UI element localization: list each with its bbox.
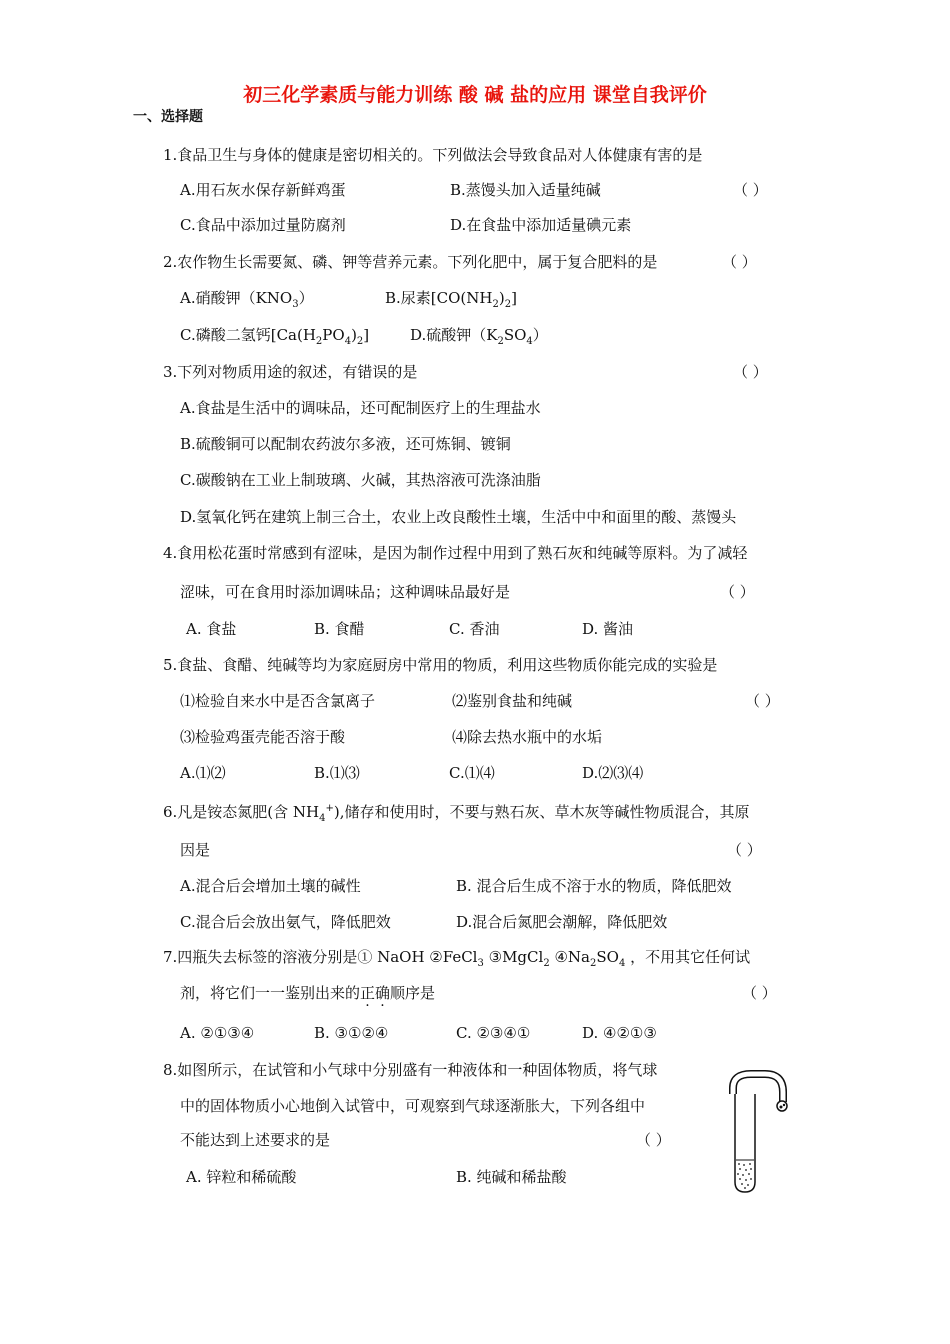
q5-item-1: ⑴检验自来水中是否含氯离子 <box>180 692 376 710</box>
q6-option-c: C.混合后会放出氨气，降低肥效 <box>180 913 391 931</box>
q7-option-b: B. ③①②④ <box>314 1024 389 1042</box>
q5-option-b: B.⑴⑶ <box>314 764 360 782</box>
section-heading: 一、选择题 <box>133 109 203 125</box>
q6-option-d: D.混合后氮肥会潮解，降低肥效 <box>456 913 668 931</box>
q5-option-c: C.⑴⑷ <box>449 764 495 782</box>
q6-stem-line1: 6.凡是铵态氮肥(含 $NH_4^+$),储存和使用时，不要与熟石灰、草木灰等碱性物质混合，其原 <box>163 803 750 824</box>
q3-answer-blank: （ ） <box>733 363 768 381</box>
q5-item-3: ⑶检验鸡蛋壳能否溶于酸 <box>180 728 346 746</box>
q4-option-b: B. 食醋 <box>314 620 365 638</box>
q3-option-c: C.碳酸钠在工业上制玻璃、火碱，其热溶液可洗涤油脂 <box>180 471 541 489</box>
liquid-dots <box>737 1163 752 1189</box>
q4-option-c: C. 香油 <box>449 620 500 638</box>
q2-option-a: A.硝酸钾$(KNO_3)$ <box>180 289 314 310</box>
q4-answer-blank: （ ） <box>720 583 755 601</box>
q7-stem-line1: 7.四瓶失去标签的溶液分别是① NaOH ②FeCl$_3$ ③MgCl$_2$ $④Na_2SO_4$ ，不用其它任何试 <box>163 948 751 969</box>
q8-option-a: A. 锌粒和稀硫酸 <box>186 1168 297 1186</box>
q4-stem-line2: 涩味，可在食用时添加调味品；这种调味品最好是 <box>180 583 511 601</box>
q5-item-2: ⑵鉴别食盐和纯碱 <box>452 692 573 710</box>
q1-option-c: C.食品中添加过量防腐剂 <box>180 216 346 234</box>
q7-option-c: C. ②③④① <box>456 1024 531 1042</box>
q3-option-b: B.硫酸铜可以配制农药波尔多液，还可炼铜、镀铜 <box>180 435 511 453</box>
q5-answer-blank: （ ） <box>745 692 780 710</box>
q4-option-a: A. 食盐 <box>186 620 237 638</box>
q8-stem-line3: 不能达到上述要求的是 <box>180 1131 331 1149</box>
q1-option-d: D.在食盐中添加适量碘元素 <box>450 216 632 234</box>
q5-option-a: A.⑴⑵ <box>180 764 226 782</box>
q7-option-a: A. ②①③④ <box>180 1024 255 1042</box>
q7-answer-blank: （ ） <box>742 984 777 1002</box>
q2-option-c: C.磷酸二氢钙$[Ca(H_2PO_4)_2]$ <box>180 326 370 347</box>
q6-stem-line2: 因是 <box>180 841 211 859</box>
q2-answer-blank: （ ） <box>722 253 757 271</box>
balloon-neck-inner <box>733 1074 783 1102</box>
q5-stem: 5.食盐、食醋、纯碱等均为家庭厨房中常用的物质，利用这些物质你能完成的实验是 <box>163 656 718 674</box>
q2-option-b: B.尿素$[CO(NH_2)_2]$ <box>385 289 517 310</box>
q4-option-d: D. 酱油 <box>582 620 634 638</box>
q5-option-d: D.⑵⑶⑷ <box>582 764 644 782</box>
q1-answer-blank: （ ） <box>733 181 768 199</box>
q7-stem-line2: 剂，将它们一一鉴别出来的正确顺序是 <box>180 984 436 1002</box>
q4-stem-line1: 4.食用松花蛋时常感到有涩味，是因为制作过程中用到了熟石灰和纯碱等原料。为了减轻 <box>163 544 748 562</box>
q8-stem-line1: 8.如图所示，在试管和小气球中分别盛有一种液体和一种固体物质，将气球 <box>163 1061 658 1079</box>
q8-answer-blank: （ ） <box>636 1131 671 1149</box>
q3-stem: 3.下列对物质用途的叙述，有错误的是 <box>163 363 418 381</box>
q8-option-b: B. 纯碱和稀盐酸 <box>456 1168 567 1186</box>
q5-item-4: ⑷除去热水瓶中的水垢 <box>452 728 603 746</box>
test-tube <box>735 1094 755 1192</box>
page-title: 初三化学素质与能力训练 酸 碱 盐的应用 课堂自我评价 <box>243 84 707 106</box>
q1-stem: 1.食品卫生与身体的健康是密切相关的。下列做法会导致食品对人体健康有害的是 <box>163 146 703 164</box>
q1-option-b: B.蒸馒头加入适量纯碱 <box>450 181 601 199</box>
q6-option-b: B. 混合后生成不溶于水的物质，降低肥效 <box>456 877 732 895</box>
q2-option-d: D.硫酸钾$(K_2SO_4)$ <box>410 326 548 347</box>
q3-option-a: A.食盐是生活中的调味品，还可配制医疗上的生理盐水 <box>180 399 541 417</box>
q3-option-d: D.氢氧化钙在建筑上制三合土，农业上改良酸性土壤，生活中中和面里的酸、蒸馒头 <box>180 508 737 526</box>
q1-option-a: A.用石灰水保存新鲜鸡蛋 <box>180 181 346 199</box>
q6-answer-blank: （ ） <box>727 841 762 859</box>
q7-option-d: D. ④②①③ <box>582 1024 657 1042</box>
q8-stem-line2: 中的固体物质小心地倒入试管中，可观察到气球逐渐胀大，下列各组中 <box>180 1097 646 1115</box>
q2-stem: 2.农作物生长需要氮、磷、钾等营养元素。下列化肥中，属于复合肥料的是 <box>163 253 658 271</box>
test-tube-balloon-figure <box>725 1068 795 1196</box>
q6-option-a: A.混合后会增加土壤的碱性 <box>180 877 361 895</box>
